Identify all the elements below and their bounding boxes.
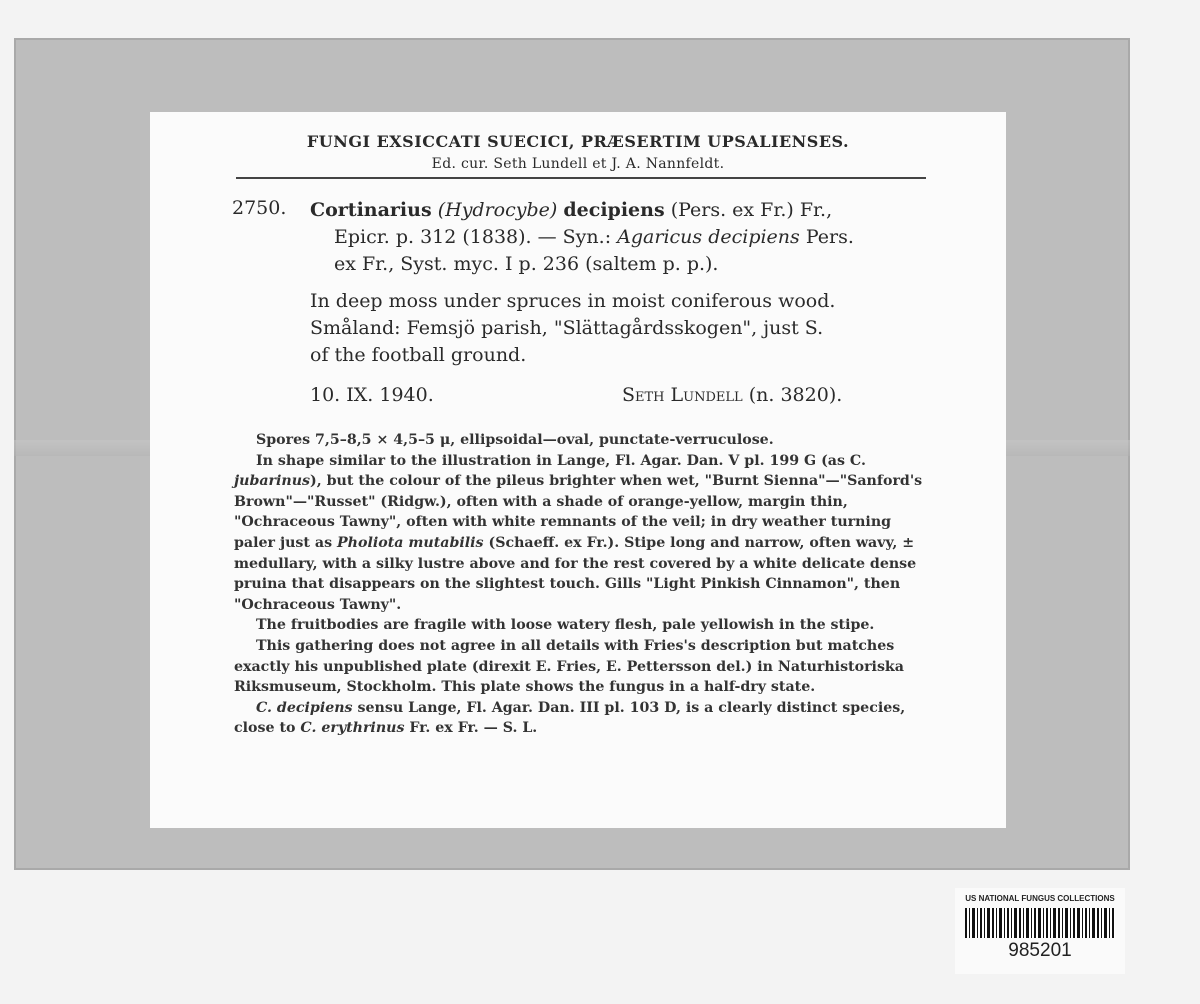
- note-desc-b: jubarinus: [234, 473, 311, 490]
- barcode-label: [955, 888, 1125, 974]
- note-fruitbodies: The fruitbodies are fragile with loose watery flesh, pale yellowish in the stipe.: [256, 617, 875, 634]
- note-comp-a: C. decipiens: [256, 699, 353, 716]
- habitat-line-2: Småland: Femsjö parish, "Slättagårdsskogen", just S.: [310, 317, 824, 339]
- collector-name: Seth Lundell: [622, 384, 743, 406]
- heading-rule: [236, 177, 926, 179]
- barcode-title: US NATIONAL FUNGUS COLLECTIONS: [965, 894, 1115, 903]
- synonym-author: Pers.: [805, 226, 854, 248]
- notes: [234, 430, 934, 739]
- specimen-number: 2750.: [232, 197, 287, 219]
- habitat-line-1: In deep moss under spruces in moist coniferous wood.: [310, 290, 836, 312]
- epithet: decipiens: [563, 199, 665, 221]
- synonym: Agaricus decipiens: [617, 226, 800, 248]
- authority: (Pers. ex Fr.) Fr.,: [670, 199, 833, 221]
- habitat: [310, 288, 940, 369]
- note-gathering: This gathering does not agree in all details with Fries's description but matches exactly his unpublished plate (direxit E. Fries, E. Pettersson del.) in Naturhistoriska Riksmuseum, Stockholm. This plate shows the fungus in a half-dry state.: [234, 637, 904, 696]
- note-comp-d: Fr. ex Fr. — S. L.: [409, 720, 538, 737]
- genus: Cortinarius: [310, 199, 432, 221]
- citation: Epicr. p. 312 (1838). — Syn.:: [334, 226, 612, 248]
- taxon-entry: [310, 197, 930, 278]
- subgenus: (Hydrocybe): [437, 199, 558, 221]
- note-desc-e: (Schaeff. ex Fr.). Stipe long and narrow, often wavy, ± medullary, with a silky lustre above and for the rest covered by a white delicate dense pruina that disappears on the slightest touch. Gills "Light Pinkish Cinnamon", then "Ochraceous Tawny".: [234, 534, 917, 613]
- label-heading: FUNGI EXSICCATI SUECICI, PRÆSERTIM UPSALIENSES.: [306, 132, 850, 151]
- note-desc-c: ), but the colour of the pileus brighter when wet, "Burnt Sienna"—"Sanford's Brown"—"Russet" (Ridgw.), often with a shade of orange-yellow, margin thin, "Ochraceous Tawny", often with white remnants of the veil; in dry weather turning paler just as: [234, 473, 923, 551]
- habitat-line-3: of the football ground.: [310, 344, 527, 366]
- specimen-label: [150, 112, 1006, 828]
- collector-number: (n. 3820).: [748, 384, 843, 406]
- barcode-icon: [965, 908, 1115, 938]
- note-comp-c: C. erythrinus: [300, 720, 405, 737]
- note-spores: Spores 7,5–8,5 × 4,5–5 μ, ellipsoidal—oval, punctate-verruculose.: [256, 432, 774, 448]
- note-comparison: [234, 698, 934, 739]
- collection-date: 10. IX. 1940.: [310, 384, 434, 406]
- note-desc-a: In shape similar to the illustration in Lange, Fl. Agar. Dan. V pl. 199 G (as C.: [256, 452, 866, 469]
- collector: [622, 384, 842, 406]
- synonym-citation: ex Fr., Syst. myc. I p. 236 (saltem p. p.).: [334, 253, 719, 275]
- note-description: [234, 451, 934, 616]
- barcode-number: 985201: [1008, 940, 1072, 961]
- note-desc-d: Pholiota mutabilis: [337, 534, 484, 551]
- label-editors: Ed. cur. Seth Lundell et J. A. Nannfeldt.: [431, 156, 725, 172]
- note-comp-b: sensu Lange, Fl. Agar. Dan. III pl. 103 D, is a clearly distinct species, close to: [234, 699, 906, 737]
